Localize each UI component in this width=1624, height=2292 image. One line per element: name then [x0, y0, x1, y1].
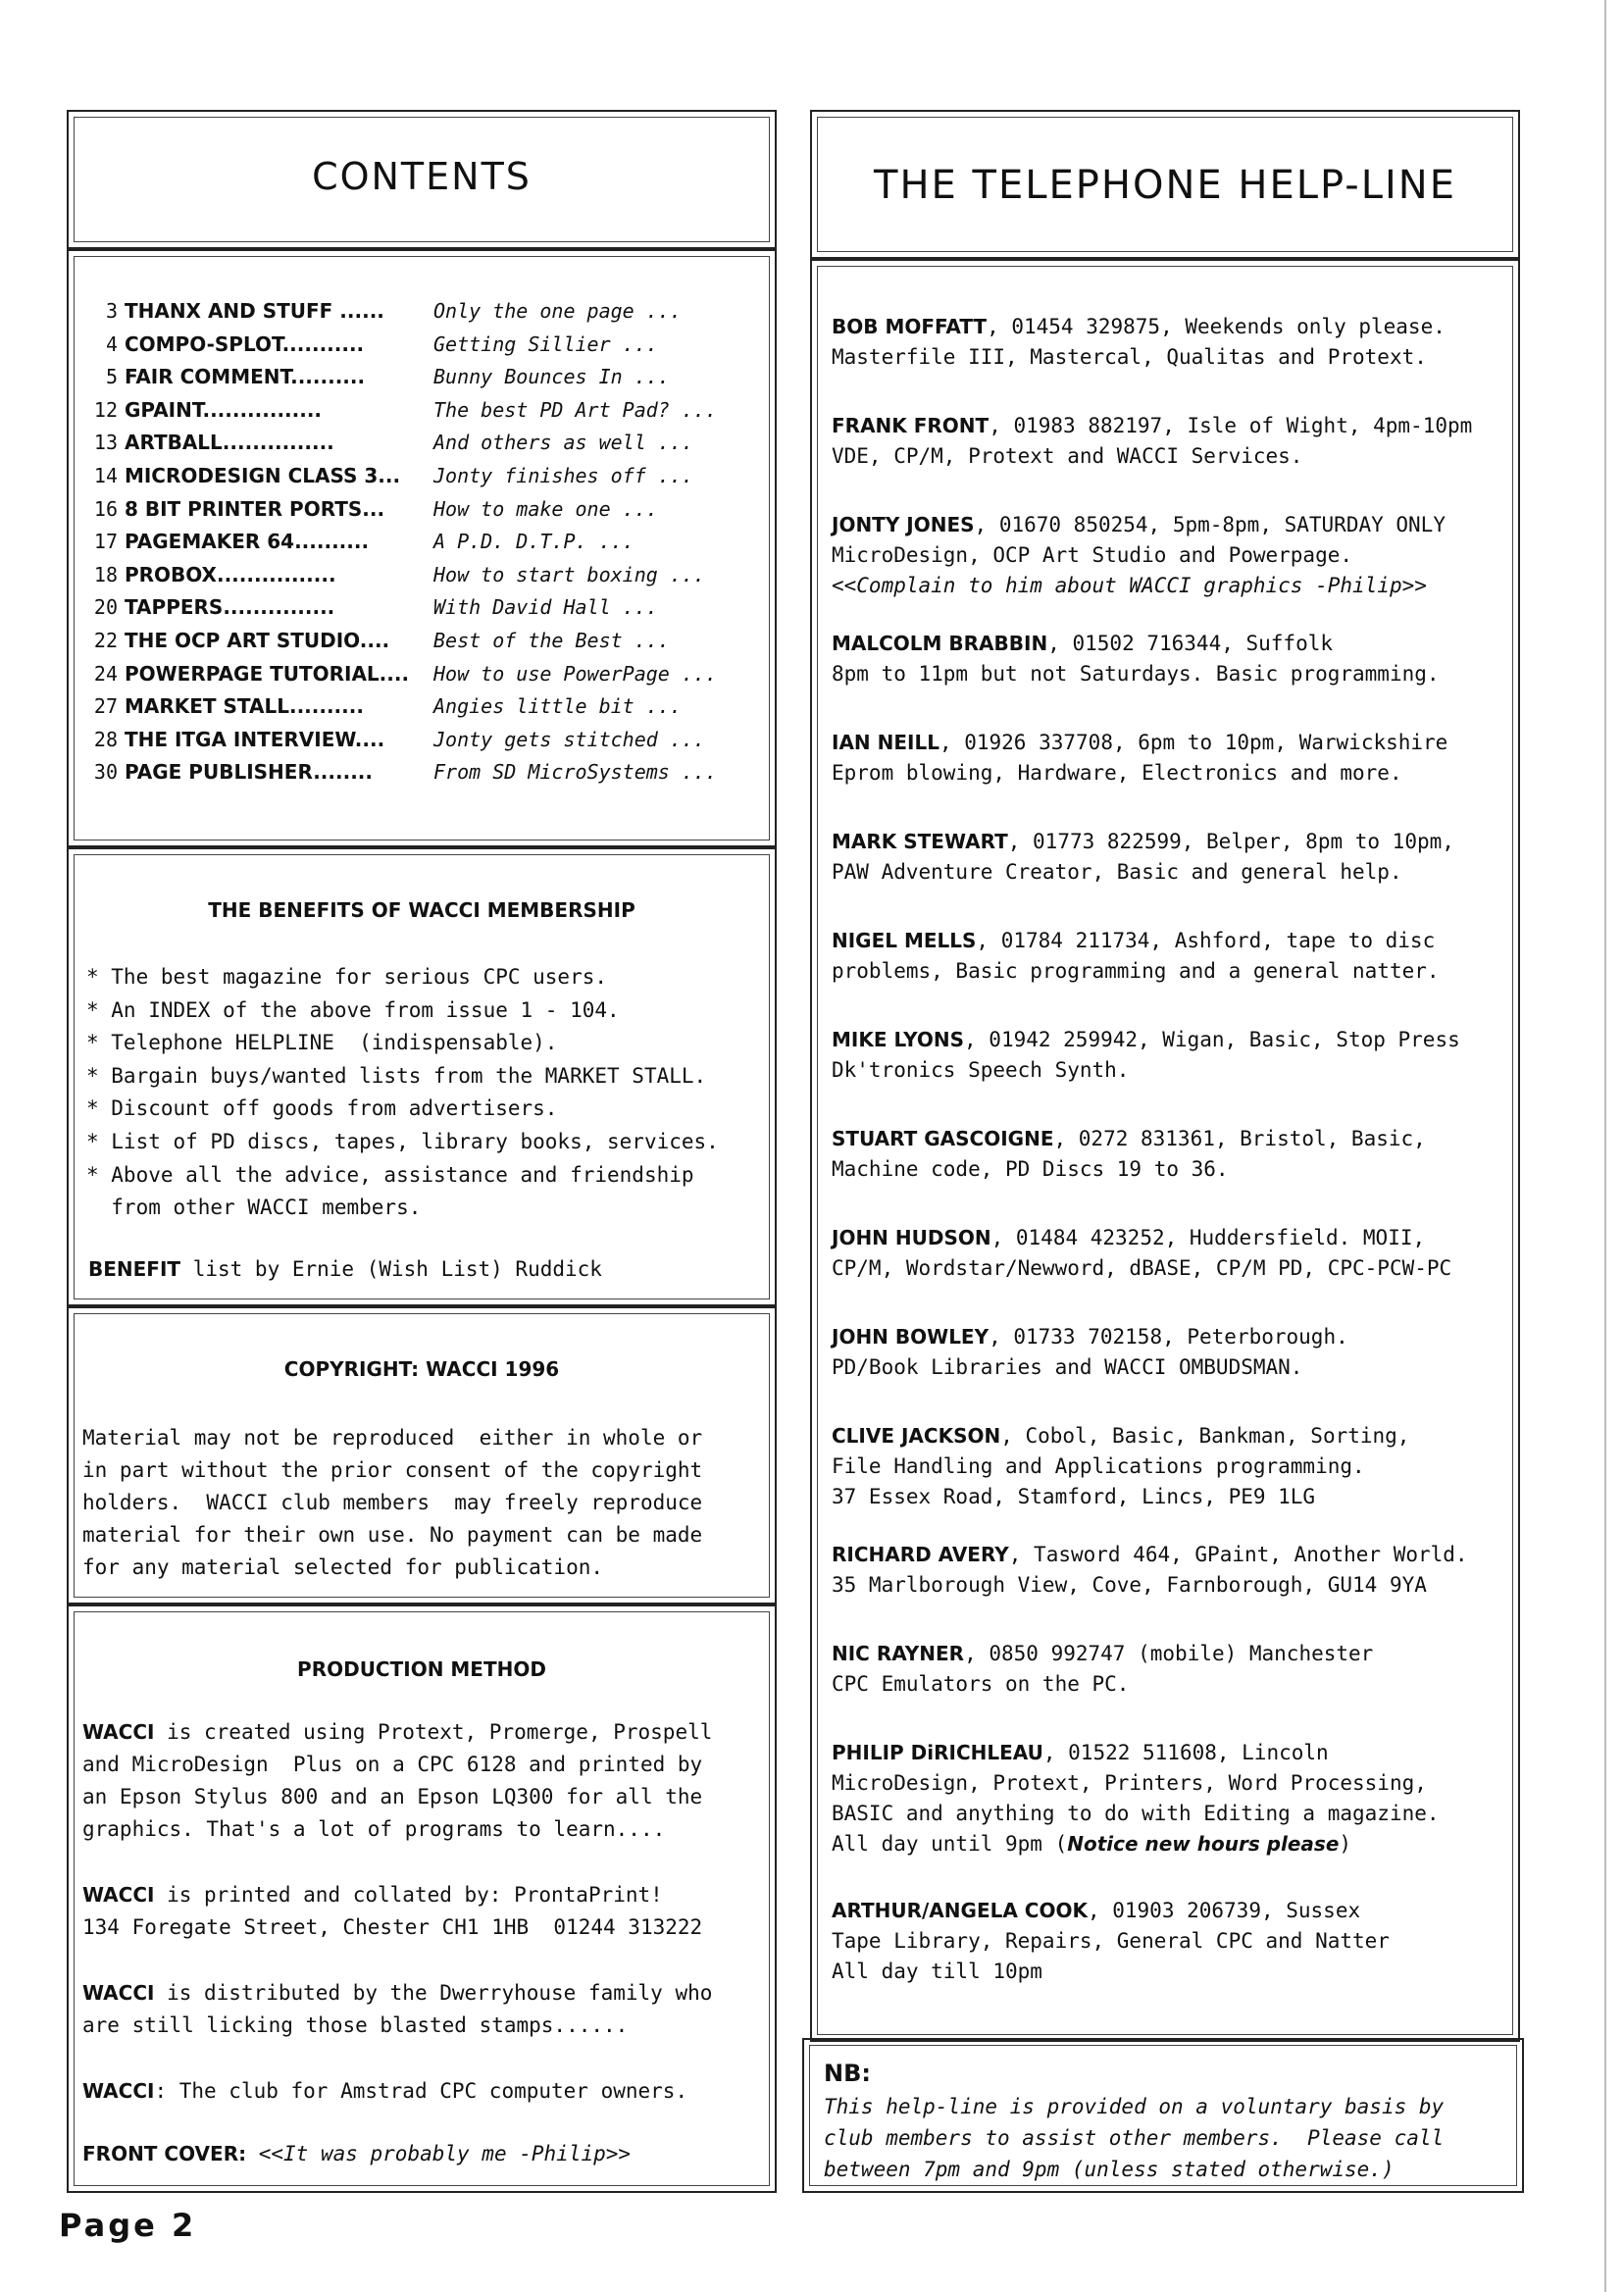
- helpline-name: MALCOLM BRABBIN: [832, 632, 1048, 655]
- contents-item-page: 17: [93, 530, 118, 554]
- contents-item: [78, 431, 693, 455]
- helpline-details: , 01670 850254, 5pm-8pm, SATURDAY ONLY: [974, 513, 1446, 536]
- contents-item-title: POWERPAGE TUTORIAL....: [118, 661, 410, 686]
- helpline-details: , 01522 511608, Lincoln: [1042, 1741, 1329, 1764]
- production-para-4: WACCI: The club for Amstrad CPC computer owners.: [82, 2079, 688, 2103]
- contents-item-title: PAGE PUBLISHER........: [118, 760, 373, 785]
- contents-item-desc: How to start boxing ...: [433, 562, 705, 586]
- helpline-topics: Tape Library, Repairs, General CPC and Natter: [832, 1929, 1390, 1953]
- helpline-name: MARK STEWART: [832, 830, 1008, 853]
- contents-item-title: 8 BIT PRINTER PORTS...: [118, 496, 385, 521]
- contents-item-title: ARTBALL...............: [118, 431, 334, 455]
- helpline-entry: [832, 1025, 1508, 1086]
- page-number: Page 2: [59, 2207, 197, 2244]
- contents-item: [78, 496, 658, 521]
- helpline-name: JOHN BOWLEY: [832, 1325, 990, 1349]
- helpline-title: THE TELEPHONE HELP-LINE: [874, 163, 1456, 208]
- helpline-topics: PD/Book Libraries and WACCI OMBUDSMAN.: [832, 1355, 1303, 1379]
- helpline-details: , 0850 992747 (mobile) Manchester: [964, 1642, 1374, 1665]
- helpline-entry: [832, 1223, 1508, 1284]
- copyright-heading: COPYRIGHT: WACCI 1996: [283, 1357, 560, 1381]
- helpline-name: CLIVE JACKSON: [832, 1424, 1001, 1448]
- contents-item: [78, 299, 682, 323]
- contents-item: [78, 365, 670, 389]
- helpline-name: NIC RAYNER: [832, 1642, 965, 1665]
- benefit-line: * Bargain buys/wanted lists from the MARKET STALL.: [86, 1063, 707, 1088]
- contents-item-page: 18: [93, 562, 118, 586]
- helpline-extra: <<Complain to him about WACCI graphics -Philip>>: [832, 574, 1427, 597]
- helpline-name: STUART GASCOIGNE: [832, 1127, 1054, 1150]
- production-para-1: WACCI is created using Protext, Promerge, Prospell and MicroDesign Plus on a CPC 6128 and printed by an Epson Stylus 800 and an Epson LQ300 for all the graphics. That's a lot of programs to learn....: [82, 1720, 713, 1841]
- contents-item-desc: Best of the Best ...: [433, 629, 670, 652]
- contents-item-title: THE OCP ART STUDIO....: [118, 629, 390, 652]
- contents-item-page: 14: [93, 464, 118, 487]
- contents-item-title: MICRODESIGN CLASS 3...: [118, 464, 401, 487]
- benefit-line: * Above all the advice, assistance and friendship: [86, 1162, 694, 1187]
- helpline-details: , 01942 259942, Wigan, Basic, Stop Press: [964, 1028, 1460, 1051]
- helpline-name: PHILIP DiRICHLEAU: [832, 1741, 1043, 1764]
- helpline-hours-end: ): [1339, 1832, 1352, 1856]
- helpline-extra: 37 Essex Road, Stamford, Lincs, PE9 1LG: [832, 1485, 1316, 1508]
- contents-item-page: 20: [93, 595, 118, 620]
- benefit-line: * List of PD discs, tapes, library books, services.: [86, 1130, 719, 1153]
- helpline-topics: MicroDesign, OCP Art Studio and Powerpage.: [832, 543, 1353, 567]
- helpline-entry: [832, 312, 1508, 373]
- helpline-details: , 01926 337708, 6pm to 10pm, Warwickshire: [939, 731, 1448, 754]
- helpline-list-box: [810, 259, 1520, 2042]
- contents-item-page: 13: [93, 431, 118, 455]
- contents-item-page: 24: [93, 661, 118, 686]
- helpline-details: , 01773 822599, Belper, 8pm to 10pm,: [1007, 830, 1454, 853]
- helpline-hours: All day until 9pm (: [832, 1832, 1068, 1856]
- helpline-details: , 01454 329875, Weekends only please.: [987, 315, 1446, 338]
- helpline-entry: [832, 1896, 1508, 1987]
- contents-item-desc: How to use PowerPage ...: [433, 661, 717, 686]
- copyright-line: for any material selected for publication.: [82, 1555, 604, 1579]
- nb-line: between 7pm and 9pm (unless stated otherwise.): [824, 2158, 1395, 2181]
- contents-item-desc: Bunny Bounces In ...: [433, 365, 670, 389]
- helpline-extra: All day till 10pm: [832, 1960, 1042, 1983]
- benefit-line: from other WACCI members.: [86, 1196, 422, 1220]
- helpline-topics: File Handling and Applications programming.: [832, 1454, 1365, 1478]
- helpline-details: , 01502 716344, Suffolk: [1047, 632, 1334, 655]
- helpline-topics: CPC Emulators on the PC.: [832, 1672, 1130, 1696]
- helpline-topics: Machine code, PD Discs 19 to 36.: [832, 1157, 1229, 1181]
- helpline-topics: PAW Adventure Creator, Basic and general help.: [832, 860, 1402, 884]
- contents-item-title: FAIR COMMENT..........: [118, 365, 366, 389]
- production-para-3: WACCI is distributed by the Dwerryhouse family who are still licking those blasted stamps......: [82, 1981, 713, 2037]
- helpline-details: , 01983 882197, Isle of Wight, 4pm-10pm: [989, 414, 1473, 437]
- contents-title-box: [67, 110, 777, 249]
- helpline-entry: [832, 827, 1508, 888]
- contents-item: [78, 727, 705, 751]
- contents-item: [78, 661, 717, 686]
- contents-item-title: PAGEMAKER 64..........: [118, 530, 370, 554]
- helpline-name: MIKE LYONS: [832, 1028, 965, 1051]
- helpline-name: NIGEL MELLS: [832, 929, 977, 952]
- helpline-topics: 8pm to 11pm but not Saturdays. Basic programming.: [832, 662, 1440, 686]
- contents-item-desc: And others as well ...: [433, 431, 693, 455]
- contents-item-desc: Angies little bit ...: [433, 694, 682, 719]
- production-heading: PRODUCTION METHOD: [297, 1657, 546, 1681]
- helpline-name: BOB MOFFATT: [832, 315, 988, 338]
- nb-line: club members to assist other members. Please call: [824, 2126, 1445, 2150]
- copyright-box: [67, 1306, 777, 1604]
- production-para-2: WACCI is printed and collated by: ProntaPrint! 134 Foregate Street, Chester CH1 1HB 01244 313222: [82, 1883, 703, 1939]
- helpline-topics: Masterfile III, Mastercal, Qualitas and Protext.: [832, 345, 1427, 369]
- benefits-credit: BENEFIT list by Ernie (Wish List) Ruddick: [88, 1257, 602, 1281]
- contents-item-title: PROBOX................: [118, 562, 336, 586]
- benefit-line: * Discount off goods from advertisers.: [86, 1096, 558, 1121]
- helpline-entry: [832, 411, 1508, 472]
- helpline-details: , 01784 211734, Ashford, tape to disc: [976, 929, 1436, 952]
- contents-item-title: TAPPERS...............: [118, 595, 335, 620]
- helpline-entry: [832, 1124, 1508, 1185]
- helpline-name: IAN NEILL: [832, 731, 939, 754]
- helpline-details: , 01484 423252, Huddersfield. MOII,: [990, 1226, 1426, 1249]
- helpline-title-box: [810, 110, 1520, 259]
- contents-item-desc: Only the one page ...: [433, 299, 682, 323]
- contents-item-title: MARKET STALL..........: [118, 694, 364, 719]
- helpline-entry: [832, 1540, 1508, 1601]
- nb-box: [802, 2038, 1524, 2193]
- helpline-entry: [832, 1738, 1508, 1859]
- contents-item-desc: Getting Sillier ...: [433, 331, 658, 356]
- contents-title: CONTENTS: [312, 155, 532, 198]
- contents-item: [78, 562, 705, 586]
- contents-item-page: 30: [93, 760, 118, 785]
- helpline-topics: MicroDesign, Protext, Printers, Word Processing,: [832, 1771, 1427, 1795]
- contents-item-page: 27: [93, 694, 118, 719]
- contents-item: [78, 629, 670, 652]
- contents-item-desc: Jonty finishes off ...: [433, 464, 693, 487]
- helpline-topics: VDE, CP/M, Protext and WACCI Services.: [832, 444, 1303, 468]
- helpline-name: FRANK FRONT: [832, 414, 990, 437]
- contents-item-desc: Jonty gets stitched ...: [433, 727, 705, 751]
- helpline-topics: problems, Basic programming and a general natter.: [832, 959, 1440, 983]
- contents-item-title: COMPO-SPLOT...........: [118, 331, 365, 356]
- helpline-entry: [832, 728, 1508, 789]
- contents-item-page: 12: [93, 397, 118, 422]
- helpline-details: , Tasword 464, GPaint, Another World.: [1008, 1543, 1468, 1566]
- contents-item-page: 4: [105, 331, 118, 356]
- benefit-line: * Telephone HELPLINE (indispensable).: [86, 1031, 558, 1055]
- helpline-topics: 35 Marlborough View, Cove, Farnborough, GU14 9YA: [832, 1573, 1427, 1597]
- contents-item-desc: How to make one ...: [433, 496, 658, 521]
- contents-item-page: 28: [93, 727, 118, 751]
- helpline-entry: [832, 629, 1508, 689]
- helpline-details: , Cobol, Basic, Bankman, Sorting,: [1000, 1424, 1410, 1448]
- contents-item: [78, 397, 717, 422]
- benefits-heading: THE BENEFITS OF WACCI MEMBERSHIP: [208, 898, 635, 922]
- copyright-line: Material may not be reproduced either in whole or: [82, 1426, 703, 1450]
- helpline-extra: BASIC and anything to do with Editing a magazine.: [832, 1802, 1440, 1825]
- contents-item-desc: The best PD Art Pad? ...: [433, 397, 717, 422]
- helpline-entry: [832, 926, 1508, 987]
- helpline-entry: [832, 1322, 1508, 1383]
- benefits-box: [67, 847, 777, 1306]
- helpline-topics: Eprom blowing, Hardware, Electronics and more.: [832, 761, 1402, 785]
- benefit-line: * An INDEX of the above from issue 1 - 104.: [86, 997, 620, 1022]
- contents-item: [78, 464, 693, 487]
- helpline-entry: [832, 510, 1508, 601]
- helpline-entry: [832, 1639, 1508, 1700]
- helpline-details: , 01903 206739, Sussex: [1087, 1899, 1361, 1922]
- contents-item-title: THANX AND STUFF ......: [118, 299, 384, 323]
- helpline-topics: CP/M, Wordstar/Newword, dBASE, CP/M PD, CPC-PCW-PC: [832, 1256, 1452, 1280]
- benefit-line: * The best magazine for serious CPC users.: [86, 965, 608, 989]
- production-box: [67, 1604, 777, 2193]
- contents-item-desc: A P.D. D.T.P. ...: [433, 530, 634, 554]
- helpline-name: RICHARD AVERY: [832, 1543, 1009, 1566]
- nb-line: This help-line is provided on a voluntary basis by: [824, 2095, 1445, 2118]
- helpline-name: ARTHUR/ANGELA COOK: [832, 1899, 1088, 1922]
- helpline-name: JOHN HUDSON: [832, 1226, 991, 1249]
- contents-item-desc: With David Hall ...: [433, 595, 658, 620]
- helpline-name: JONTY JONES: [832, 513, 975, 536]
- contents-item-page: 3: [105, 299, 118, 323]
- contents-item: [78, 760, 717, 785]
- contents-item-title: GPAINT................: [118, 397, 323, 422]
- contents-item: [78, 595, 658, 620]
- front-cover-credit: FRONT COVER: <<It was probably me -Philip>>: [82, 2142, 632, 2165]
- helpline-details: , 0272 831361, Bristol, Basic,: [1053, 1127, 1426, 1150]
- nb-label: NB:: [824, 2060, 871, 2087]
- contents-item-title: THE ITGA INTERVIEW....: [118, 727, 385, 751]
- contents-item-page: 22: [93, 629, 118, 652]
- contents-item: [78, 694, 682, 719]
- page-edge-line: [1604, 0, 1606, 2292]
- helpline-details: , 01733 702158, Peterborough.: [989, 1325, 1348, 1349]
- helpline-entry: [832, 1421, 1508, 1512]
- copyright-line: material for their own use. No payment can be made: [82, 1523, 703, 1547]
- copyright-line: holders. WACCI club members may freely reproduce: [82, 1491, 703, 1514]
- contents-item: [78, 530, 634, 554]
- contents-item-desc: From SD MicroSystems ...: [433, 760, 717, 785]
- contents-item-page: 5: [105, 365, 118, 389]
- copyright-line: in part without the prior consent of the copyright: [82, 1458, 703, 1482]
- helpline-topics: Dk'tronics Speech Synth.: [832, 1058, 1130, 1082]
- contents-item: [78, 331, 658, 356]
- contents-item-page: 16: [93, 496, 118, 521]
- helpline-hours-note: Notice new hours please: [1067, 1832, 1340, 1856]
